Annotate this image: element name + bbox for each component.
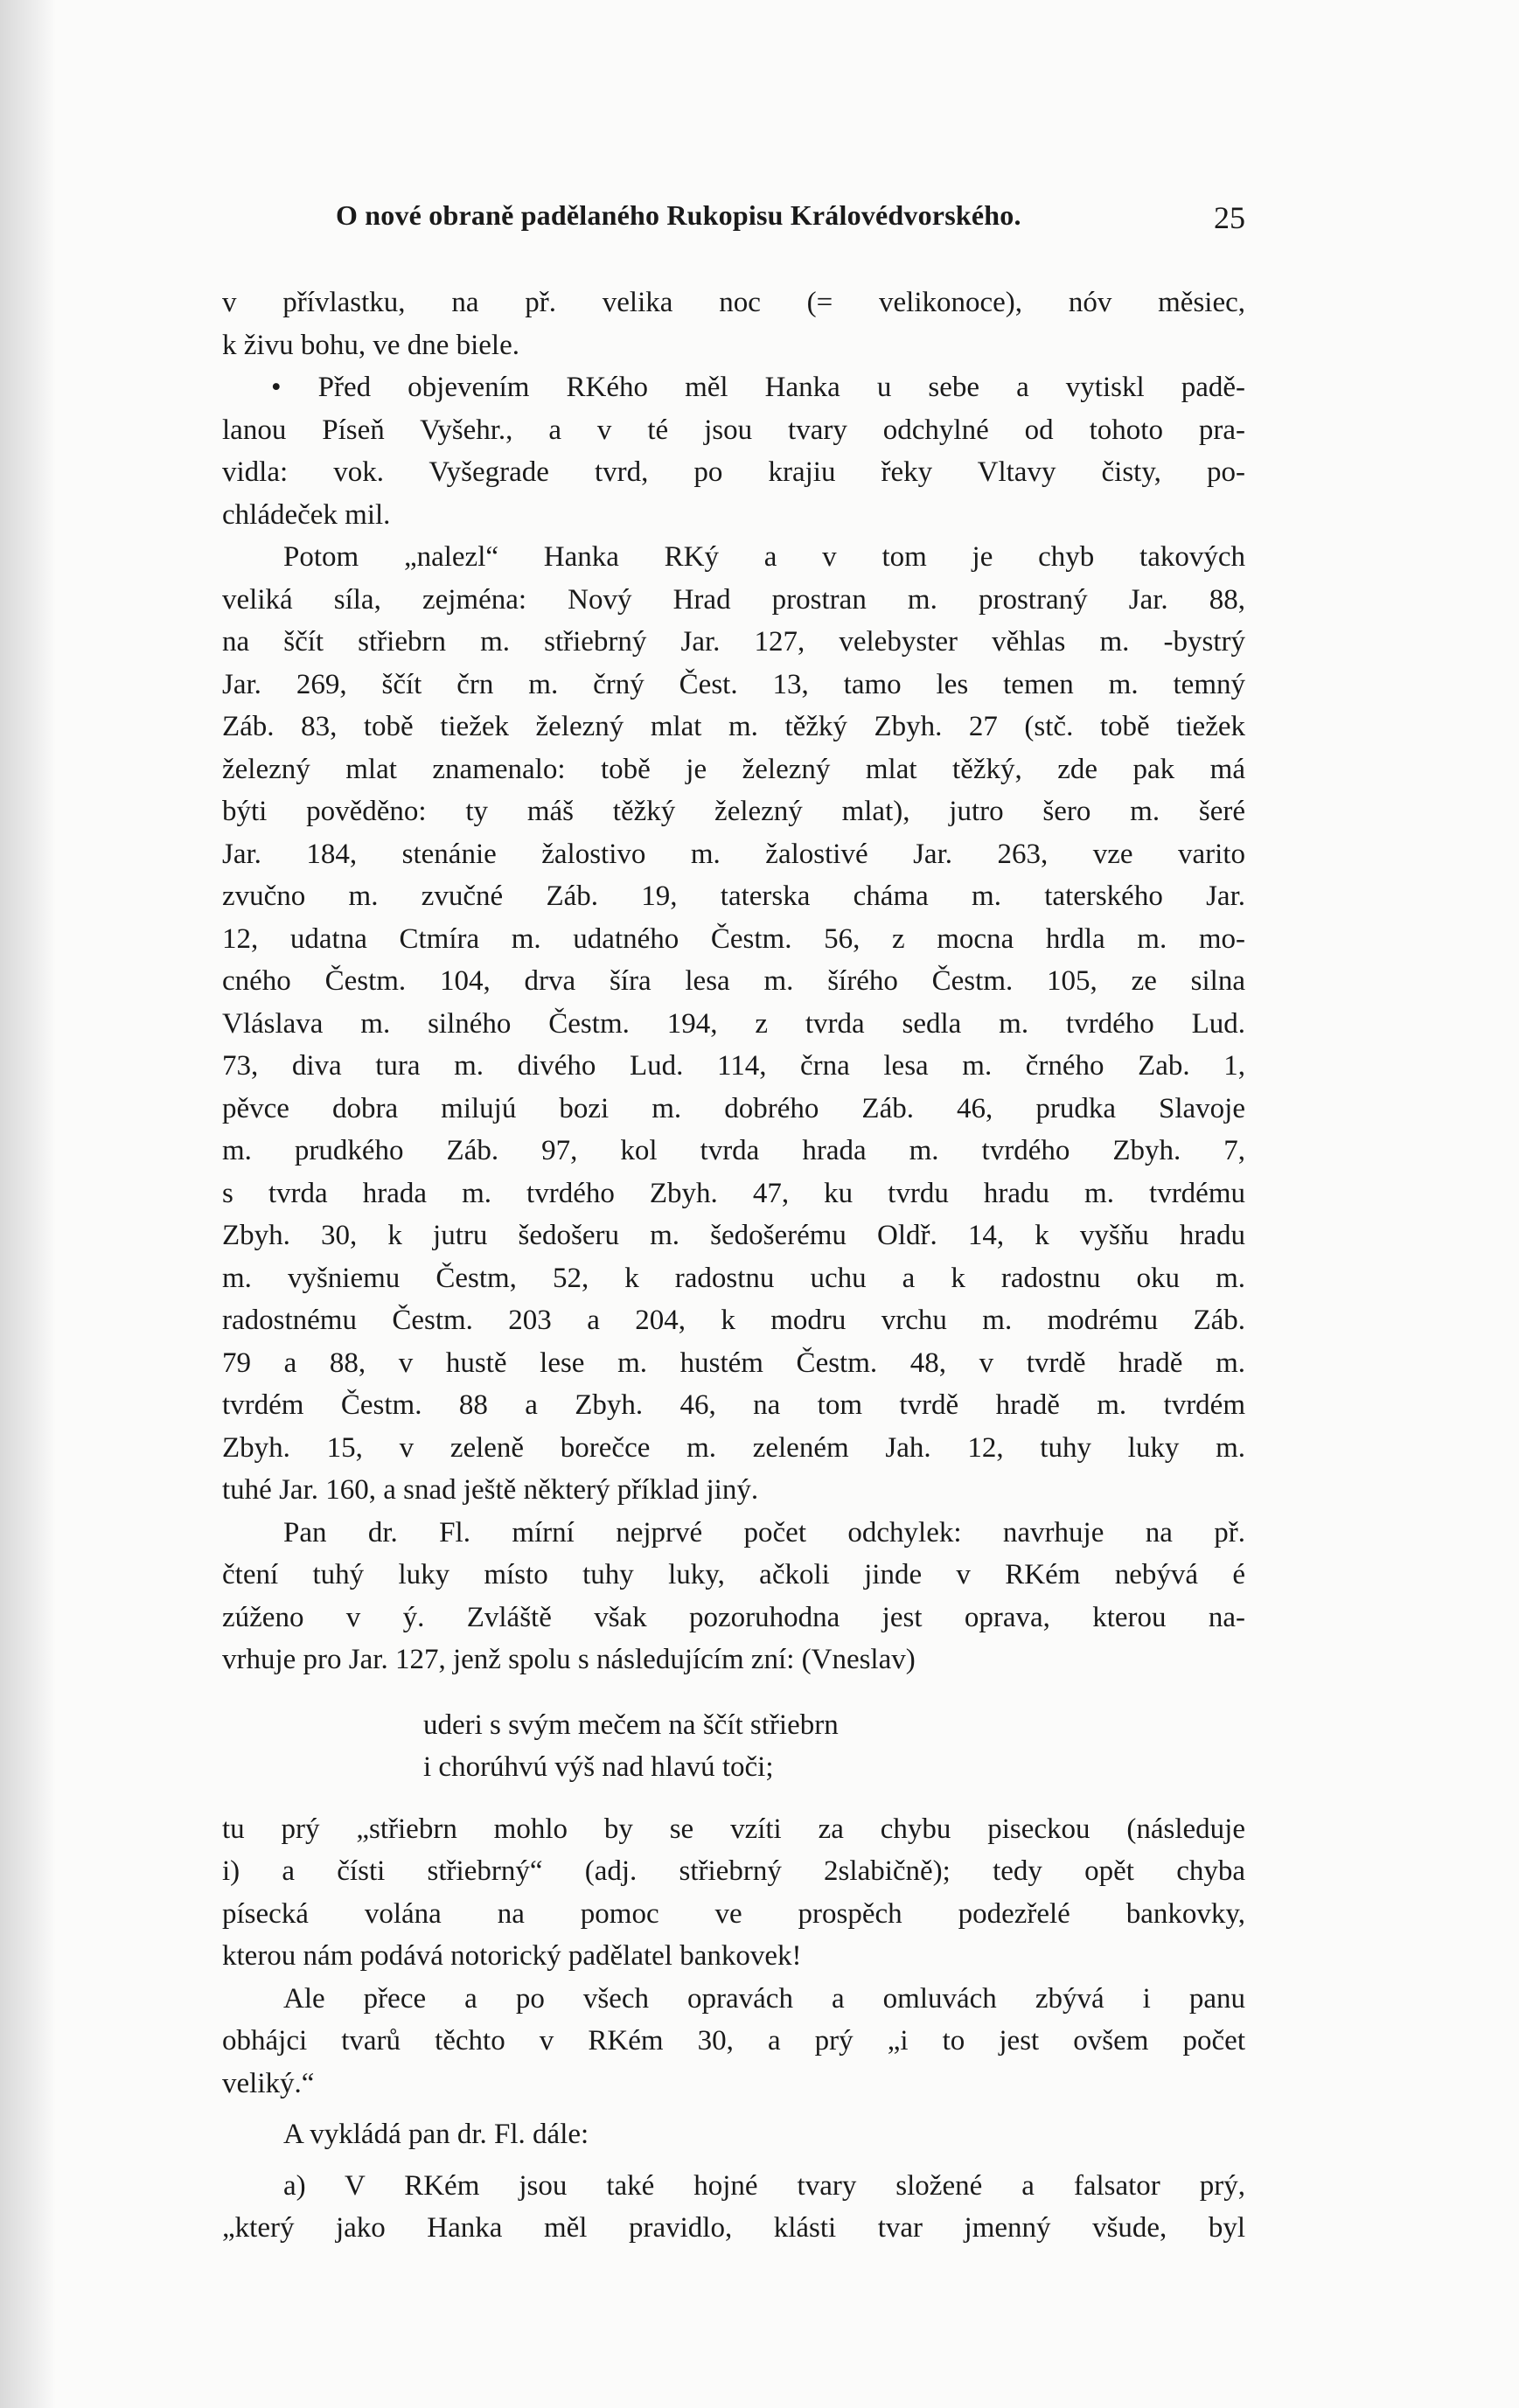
text-line: A vykládá pan dr. Fl. dále: xyxy=(283,2119,589,2150)
verse-quote xyxy=(423,1704,1245,1789)
text-line: m. vyšniemu Čestm, 52, k radostnu uchu a k radostnu oku m. xyxy=(222,1262,1245,1294)
text-line: býti pověděno: ty máš těžký železný mlat), jutro šero m. šeré xyxy=(222,796,1245,827)
text-line: tu prý „střiebrn mohlo by se vzíti za chybu piseckou (následuje xyxy=(222,1813,1245,1845)
text-line: Jar. 184, stenánie žalostivo m. žalostivé Jar. 263, vze varito xyxy=(222,838,1245,870)
paragraph-gap xyxy=(222,2156,1245,2165)
text-line: Jar. 269, ščít črn m. črný Čest. 13, tamo les temen m. temný xyxy=(222,668,1245,700)
text-line: kterou nám podává notorický padělatel bankovek! xyxy=(222,1940,802,1972)
text-line: Vláslava m. silného Čestm. 194, z tvrda sedla m. tvrdého Lud. xyxy=(222,1007,1245,1040)
text-line: radostnému Čestm. 203 a 204, k modru vrchu m. modrému Záb. xyxy=(222,1305,1245,1336)
text-line: vidla: vok. Vyšegrade tvrd, po krajiu řeky Vltavy čisty, po- xyxy=(222,456,1245,488)
text-line: Pan dr. Fl. mírní nejprvé počet odchylek: navrhuje na př. xyxy=(283,1516,1245,1548)
paragraph-gap xyxy=(222,2105,1245,2113)
verse-line: i chorúhvú výš nad hlavú toči; xyxy=(423,1751,774,1783)
page-spine-shadow xyxy=(0,0,56,2408)
text-line: chládeček mil. xyxy=(222,498,391,531)
text-line: písecká volána na pomoc ve prospěch podezřelé bankovky, xyxy=(222,1897,1245,1930)
text-line: Záb. 83, tobě tiežek železný mlat m. těžký Zbyh. 27 (stč. tobě tiežek xyxy=(222,711,1245,742)
text-line: veliký.“ xyxy=(222,2067,315,2099)
text-line: obhájci tvarů těchto v RKém 30, a prý „i to jest ovšem počet xyxy=(222,2025,1245,2057)
text-line: železný mlat znamenalo: tobě je železný mlat těžký, zde pak má xyxy=(222,753,1245,785)
text-line: Zbyh. 30, k jutru šedošeru m. šedošerému Oldř. 14, k vyšňu hradu xyxy=(222,1220,1245,1251)
page-body xyxy=(222,282,1245,2250)
text-line: m. prudkého Záb. 97, kol tvrda hrada m. tvrdého Zbyh. 7, xyxy=(222,1135,1245,1166)
text-line: i) a čísti střiebrný“ (adj. střiebrný 2slabičně); tedy opět chyba xyxy=(222,1855,1245,1887)
text-line: s tvrda hrada m. tvrdého Zbyh. 47, ku tvrdu hradu m. tvrdému xyxy=(222,1177,1245,1209)
text-line: Zbyh. 15, v zeleně borečce m. zeleném Jah. 12, tuhy luky m. xyxy=(222,1431,1245,1464)
text-line: zúženo v ý. Zvláště však pozoruhodna jest oprava, kterou na- xyxy=(222,1601,1245,1633)
text-line: pěvce dobra milujú bozi m. dobrého Záb. 46, prudka Slavoje xyxy=(222,1092,1245,1124)
text-line: tvrdém Čestm. 88 a Zbyh. 46, na tom tvrdě hradě m. tvrdém xyxy=(222,1389,1245,1421)
running-title: O nové obraně padělaného Rukopisu Královédvorského. xyxy=(336,199,1021,231)
text-line: lanou Píseň Vyšehr., a v té jsou tvary odchylné od tohoto pra- xyxy=(222,414,1245,446)
text-line: na ščít střiebrn m. střiebrný Jar. 127, velebyster věhlas m. -bystrý xyxy=(222,626,1245,658)
text-line: čtení tuhý luky místo tuhy luky, ačkoli jinde v RKém nebývá é xyxy=(222,1559,1245,1590)
text-line: Ale přece a po všech opravách a omluvách zbývá i panu xyxy=(283,1982,1245,2015)
text-line: Potom „nalezl“ Hanka RKý a v tom je chyb takových xyxy=(283,541,1245,573)
text-line: zvučno m. zvučné Záb. 19, taterska cháma m. taterského Jar. xyxy=(222,880,1245,912)
page-number: 25 xyxy=(1214,200,1245,235)
text-line: „který jako Hanka měl pravidlo, klásti tvar jmenný všude, byl xyxy=(222,2212,1245,2244)
running-header xyxy=(336,199,1245,243)
text-line: veliká síla, zejména: Nový Hrad prostran m. prostraný Jar. 88, xyxy=(222,583,1245,616)
text-line: • Před objevením RKého měl Hanka u sebe a vytiskl padě- xyxy=(271,372,1245,403)
text-line: vrhuje pro Jar. 127, jenž spolu s následujícím zní: (Vneslav) xyxy=(222,1644,916,1675)
text-line: cného Čestm. 104, drva šíra lesa m. šírého Čestm. 105, ze silna xyxy=(222,965,1245,997)
text-line: k živu bohu, ve dne biele. xyxy=(222,329,519,361)
text-line: tuhé Jar. 160, a snad ještě některý příklad jiný. xyxy=(222,1474,759,1506)
text-line: 79 a 88, v hustě lese m. hustém Čestm. 48, v tvrdě hradě m. xyxy=(222,1347,1245,1379)
verse-line: uderi s svým mečem na ščít střiebrn xyxy=(423,1709,839,1741)
text-line: 73, diva tura m. divého Lud. 114, črna lesa m. črného Zab. 1, xyxy=(222,1050,1245,1082)
text-line: 12, udatna Ctmíra m. udatného Čestm. 56, z mocna hrdla m. mo- xyxy=(222,922,1245,955)
text-line: v přívlastku, na př. velika noc (= velikonoce), nóv měsiec, xyxy=(222,287,1245,318)
text-line: a) V RKém jsou také hojné tvary složené a falsator prý, xyxy=(283,2169,1245,2202)
